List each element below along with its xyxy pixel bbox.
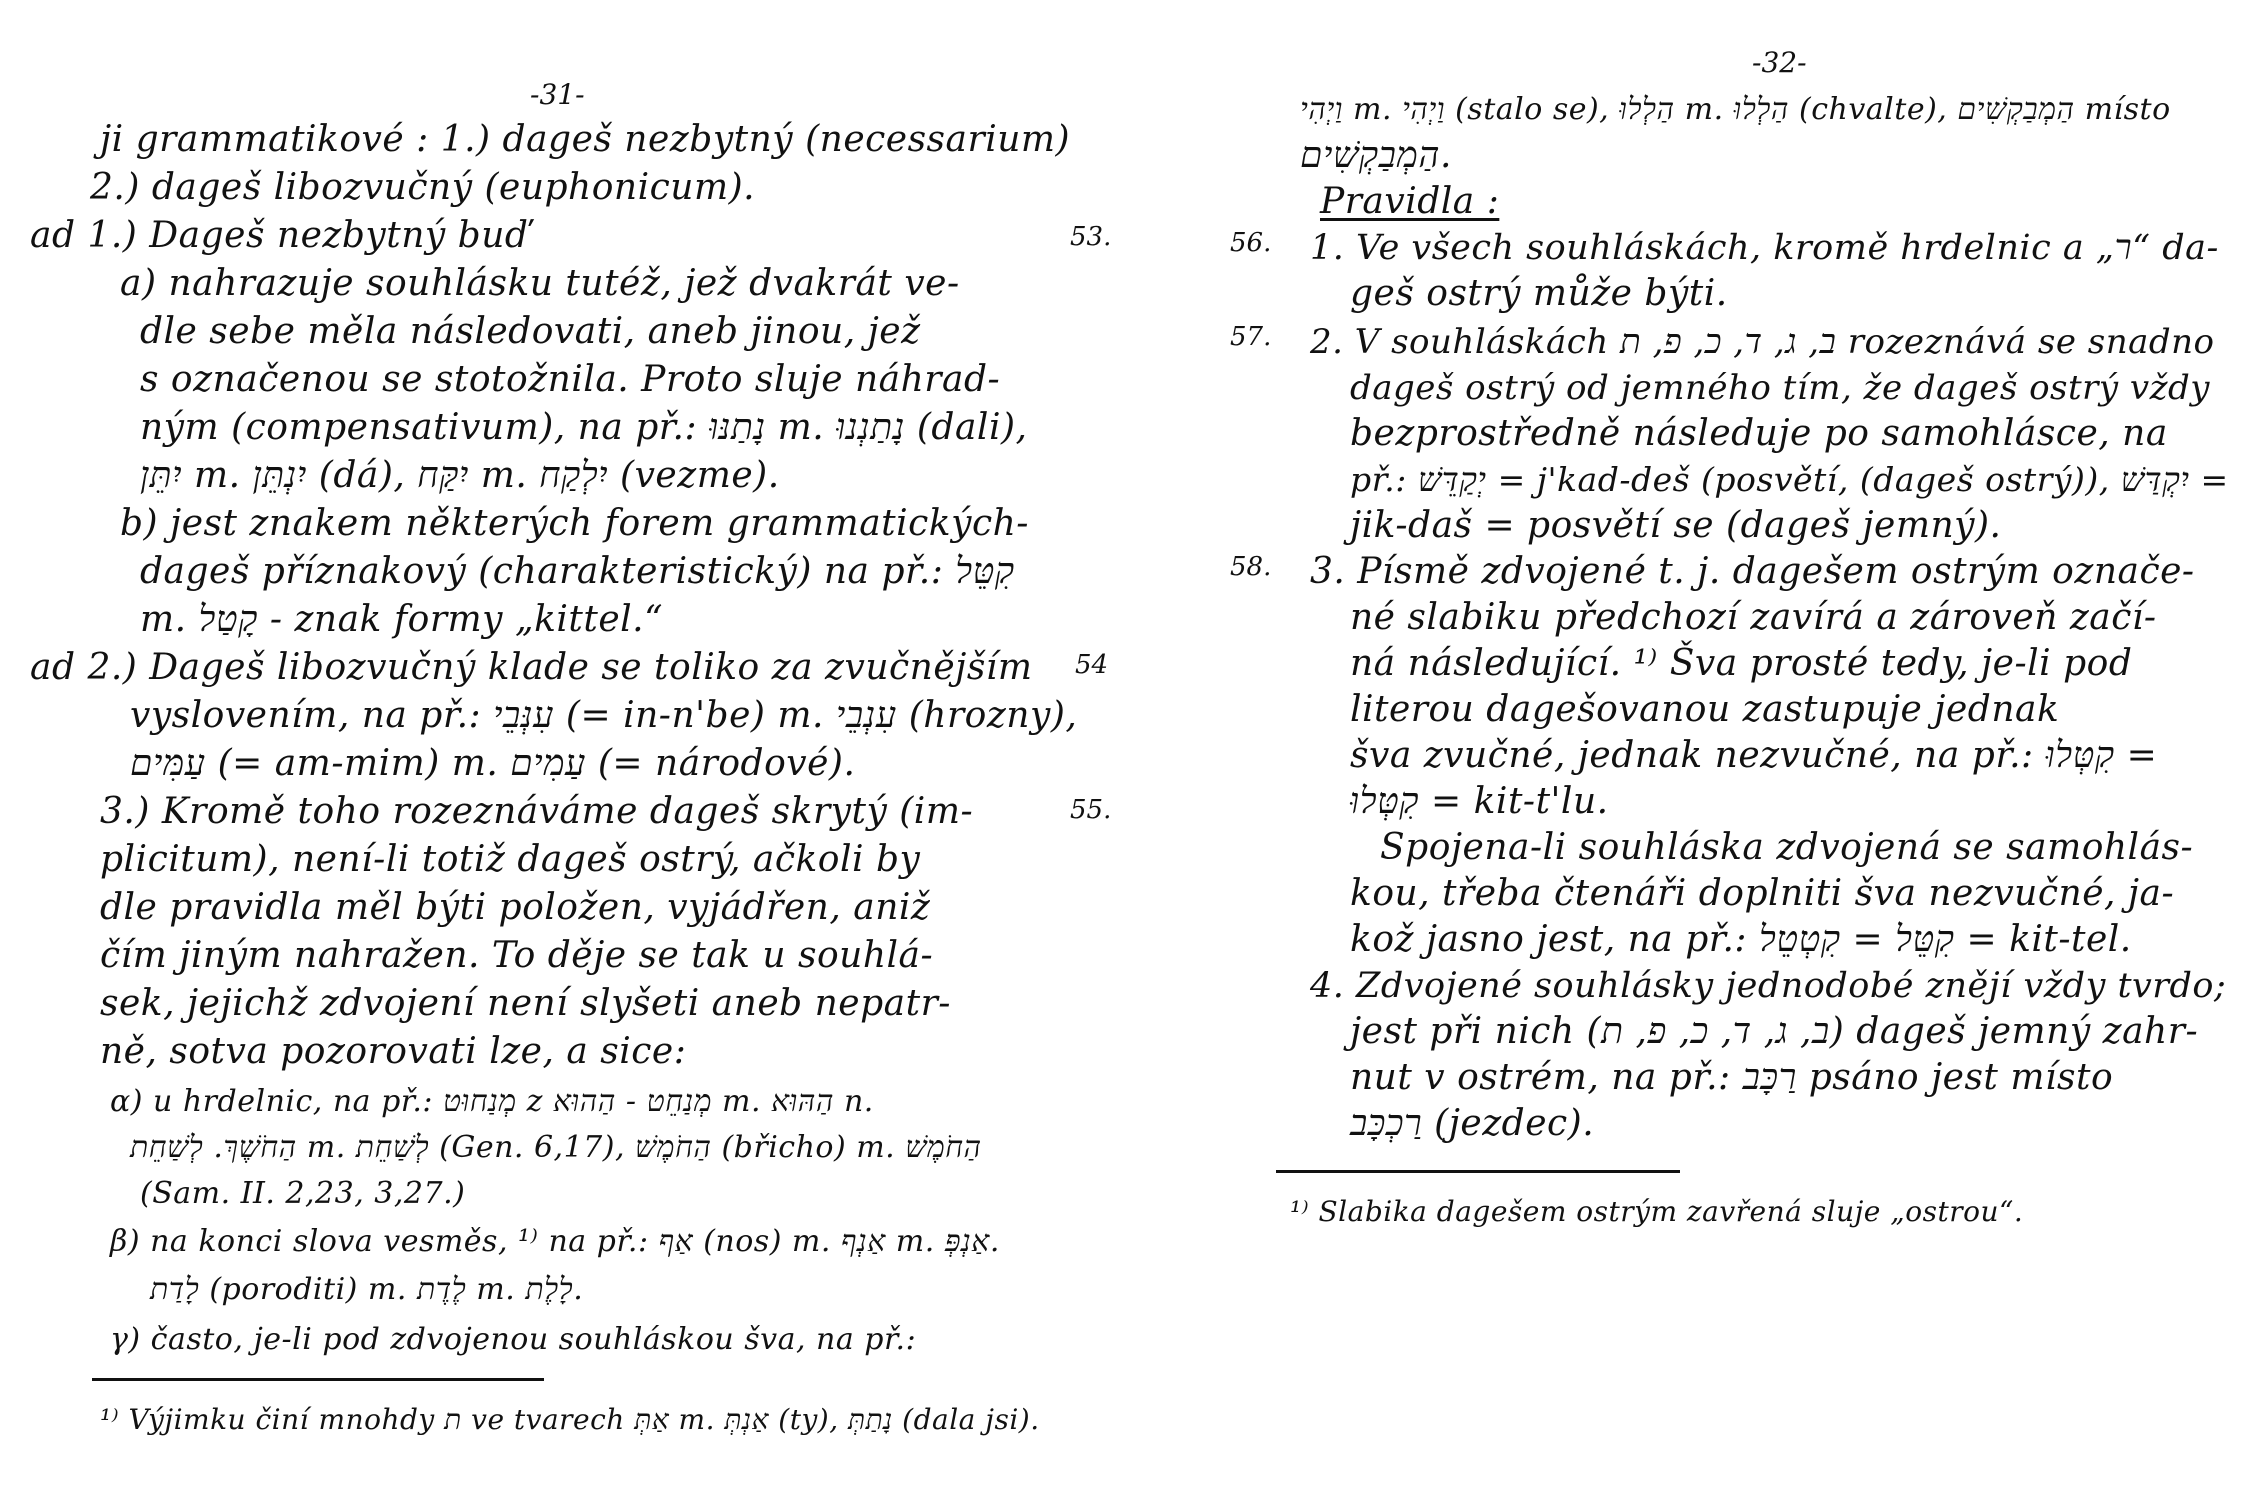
text-line: geš ostrý může býti.	[1350, 273, 1728, 314]
text-line: רַכְכָּב (jezdec).	[1350, 1103, 1595, 1144]
text-line: 2. V souhláskách ב, ג, ד, כ, פ, ת rozeznává se snadno	[1310, 322, 2215, 362]
footnote: ¹⁾ Výjimku činí mnohdy ת ve tvarech אַתְּ m. אַנְתְּ (ty), נָתַתְּ (dala jsi).	[100, 1403, 1040, 1436]
text-line: šva zvučné, jednak nezvučné, na př.: קִטְּלוּ =	[1350, 735, 2158, 776]
text-line: dageš ostrý od jemného tím, že dageš ostrý vždy	[1350, 368, 2211, 408]
page-number-right: -32-	[1752, 46, 1807, 79]
text-line: ad 1.) Dageš nezbytný buď	[30, 215, 529, 256]
text-line: ným (compensativum), na př.: נָתַנּוּ m. נָתַנְנוּ (dali),	[140, 407, 1028, 448]
text-line: עַמִּים (= am-mim) m. עַמִים (= národové).	[130, 743, 856, 784]
text-line: Spojena-li souhláska zdvojená se samohlás-	[1380, 827, 2194, 868]
text-line: s označenou se stotožnila. Proto sluje náhrad-	[140, 359, 1001, 400]
text-line: קִטְּלוּ = kit-t'lu.	[1350, 781, 1609, 822]
text-line: jest při nich (ב, ג, ד, כ, פ, ת) dageš jemný zahr-	[1350, 1011, 2199, 1052]
margin-number: 54	[1075, 650, 1109, 680]
margin-number: 57.	[1230, 322, 1272, 352]
text-line: dageš příznakový (charakteristický) na př.: קִטֵּל	[140, 551, 1015, 592]
text-line: γ) často, je-li pod zdvojenou souhláskou šva, na př.:	[110, 1322, 917, 1357]
text-line: 4. Zdvojené souhlásky jednodobé znějí vždy tvrdo;	[1310, 966, 2227, 1006]
text-line: dle pravidla měl býti položen, vyjádřen, aniž	[100, 887, 931, 928]
text-line: jik-daš = posvětí se (dageš jemný).	[1350, 505, 2002, 546]
text-line: α) u hrdelnic, na př.: מְנַחוּט z מְנַחֵט - הַהוּא m. הַהּוּא n.	[110, 1084, 874, 1119]
text-line: ně, sotva pozorovati lze, a sice:	[100, 1031, 687, 1072]
text-line: יִתֵּן m. יִנְתֵּן (dá), יִקַּח m. יִלְקַח (vezme).	[140, 455, 780, 496]
text-line: př.: יְקַדֵּשׁ = j'kad-deš (posvětí, (dageš ostrý)), יִקְדַּשׁ =	[1350, 460, 2229, 499]
text-line: 2.) dageš libozvučný (euphonicum).	[90, 167, 756, 208]
text-line: bezprostředně následuje po samohlásce, na	[1350, 413, 2168, 454]
footnote-rule	[1276, 1170, 1680, 1173]
text-line: čím jiným nahražen. To děje se tak u souhlá-	[100, 935, 934, 976]
text-line: ná následující. ¹⁾ Šva prosté tedy, je-li pod	[1350, 643, 2133, 684]
text-line: m. קָטַל - znak formy „kittel.“	[140, 599, 664, 640]
text-line: kož jasno jest, na př.: קִטֵּל = קִטְטֵל = kit-tel.	[1350, 919, 2132, 960]
text-line: literou dagešovanou zastupuje jednak	[1350, 689, 2060, 730]
text-line: a) nahrazuje souhlásku tutéž, jež dvakrát ve-	[120, 263, 960, 304]
text-line: b) jest znakem některých forem grammatických-	[120, 503, 1029, 544]
text-line: nut v ostrém, na př.: רַכָּב psáno jest místo	[1350, 1057, 2114, 1098]
margin-number: 58.	[1230, 552, 1272, 582]
text-line: לָדַת (poroditi) m. לֶדֶת m. לָלֶת.	[150, 1272, 584, 1307]
text-line: dle sebe měla následovati, aneb jinou, jež	[140, 311, 921, 352]
margin-number: 55.	[1070, 795, 1112, 825]
text-line: הַחֹשֶׁךְ. לְשַׁחֵת m. לְשַׁחֵת (Gen. 6,17), הַחֹמֶשׁ (břicho) m. הַחֹמֶשׁ	[130, 1130, 982, 1165]
footnote: ¹⁾ Slabika dagešem ostrým zavřená sluje „ostrou“.	[1290, 1195, 2024, 1228]
text-line: וַיְהִי m. וַיְהִי (stalo se), הַלְלוּ m. הַלְלוּ (chvalte), הַמְבַקְשִׁים místo	[1300, 92, 2171, 127]
section-heading: Pravidla :	[1320, 181, 1500, 222]
text-line: 3.) Kromě toho rozeznáváme dageš skrytý (im-	[100, 791, 974, 832]
footnote-rule	[92, 1378, 544, 1381]
text-line: הַמְבַקְשִׁים.	[1300, 135, 1452, 176]
text-line: sek, jejichž zdvojení není slyšeti aneb nepatr-	[100, 983, 951, 1024]
text-line: (Sam. II. 2,23, 3,27.)	[140, 1176, 466, 1211]
text-line: vyslovením, na př.: עִנְּבֵי (= in-n'be) m. עִנְבֵי (hrozny),	[130, 695, 1078, 736]
text-line: ad 2.) Dageš libozvučný klade se toliko za zvučnějším	[30, 647, 1033, 688]
text-line: 3. Písmě zdvojené t. j. dagešem ostrým označe-	[1310, 551, 2195, 592]
text-line: 1. Ve všech souhláskách, kromě hrdelnic a „ר“ da-	[1310, 228, 2219, 268]
text-line: kou, třeba čtenáři doplniti šva nezvučné, ja-	[1350, 873, 2175, 914]
text-line: né slabiku předchozí zavírá a zároveň začí-	[1350, 597, 2157, 638]
right-page	[1130, 0, 2260, 1500]
text-line: β) na konci slova vesměs, ¹⁾ na př.: אַף (nos) m. אַנְף m. אַנְפְּ.	[110, 1224, 1000, 1259]
margin-number: 56.	[1230, 228, 1272, 258]
text-line: plicitum), není-li totiž dageš ostrý, ačkoli by	[100, 839, 921, 880]
margin-number: 53.	[1070, 222, 1112, 252]
page-number-left: -31-	[530, 78, 585, 111]
text-line: ji grammatikové : 1.) dageš nezbytný (necessarium)	[100, 119, 1071, 160]
